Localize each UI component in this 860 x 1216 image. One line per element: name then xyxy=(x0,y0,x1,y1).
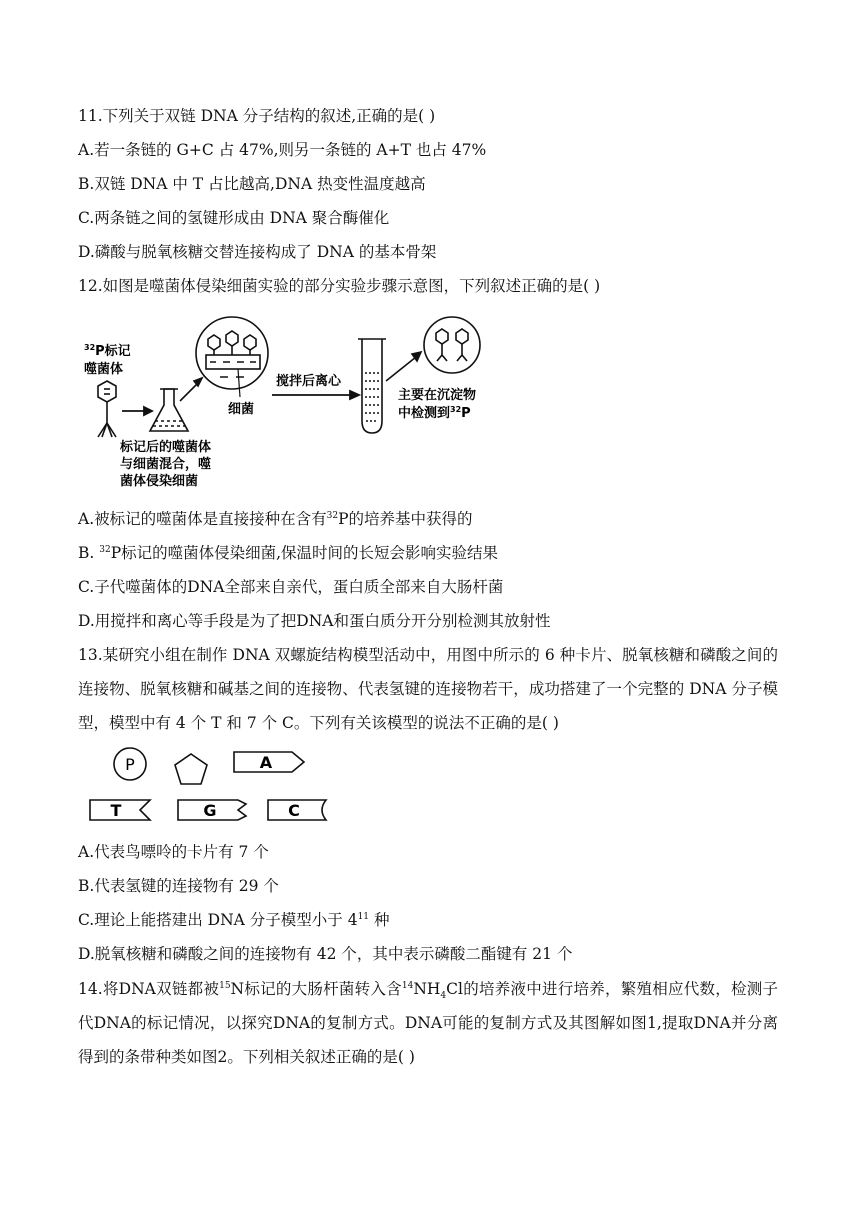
q14-stem: 14.将DNA双链都被$^{15}$N标记的大肠杆菌转入含$^{14}NH_4Cl$的培养液中进行培养，繁殖相应代数，检测子代DNA的标记情况，以探究DNA的复制方式。DNA可能的复制方式及其图解如图1,提取DNA并分离得到的条带种类如图2。下列相关叙述正确的是( ) xyxy=(78,980,778,1066)
phage-icon xyxy=(98,381,116,437)
q12-option-a: A.被标记的噬菌体是直接接种在含有$^{32}$P的培养基中获得的 xyxy=(78,510,473,528)
label-mix-line2: 与细菌混合，噬 xyxy=(120,457,212,472)
q13-option-b: B.代表氢键的连接物有 29 个 xyxy=(78,877,279,895)
dna-model-cards-figure xyxy=(86,742,346,828)
q13-option-a: A.代表鸟嘌呤的卡片有 7 个 xyxy=(78,843,269,861)
base-card-t xyxy=(90,800,150,820)
q11-option-d: D.磷酸与脱氧核糖交替连接构成了 DNA 的基本骨架 xyxy=(78,243,437,261)
svg-text:P: P xyxy=(125,755,135,774)
q13-option-c: C.理论上能搭建出 DNA 分子模型小于 $4^{11}$ 种 xyxy=(78,911,390,929)
base-card-a xyxy=(234,752,304,772)
bacterium-magnified-icon xyxy=(196,317,268,389)
test-tube-icon xyxy=(358,339,386,433)
q11-option-b: B.双链 DNA 中 T 占比越高,DNA 热变性温度越高 xyxy=(78,175,426,193)
arrow-icon xyxy=(122,407,152,415)
q11-stem: 11.下列关于双链 DNA 分子结构的叙述,正确的是( ) xyxy=(78,107,436,125)
label-bacteria: 细菌 xyxy=(228,402,255,417)
label-p32: $^{32}$P标记 xyxy=(84,343,131,359)
q11-option-a: A.若一条链的 G+C 占 47%,则另一条链的 A+T 也占 47% xyxy=(78,141,487,159)
arrow-icon xyxy=(386,352,421,381)
base-card-c xyxy=(268,800,326,820)
label-phage: 噬菌体 xyxy=(84,362,124,377)
flask-icon xyxy=(150,389,188,431)
q12-option-c: C.子代噬菌体的DNA全部来自亲代，蛋白质全部来自大肠杆菌 xyxy=(78,578,504,596)
label-mix-line1: 标记后的噬菌体 xyxy=(120,440,212,455)
phage-experiment-figure xyxy=(80,315,540,487)
label-result-line1: 主要在沉淀物 xyxy=(398,388,477,403)
svg-text:C: C xyxy=(288,801,300,820)
q12-stem: 12.如图是噬菌体侵染细菌实验的部分实验步骤示意图，下列叙述正确的是( ) xyxy=(78,277,601,295)
offspring-phage-icon xyxy=(424,317,480,373)
svg-text:G: G xyxy=(203,801,217,820)
label-centrifuge: 搅拌后离心 xyxy=(276,374,342,389)
deoxyribose-card-icon xyxy=(175,754,207,784)
phosphate-card-icon xyxy=(114,748,146,780)
q12-option-d: D.用搅拌和离心等手段是为了把DNA和蛋白质分开分别检测其放射性 xyxy=(78,612,551,630)
label-mix-line3: 菌体侵染细菌 xyxy=(120,474,199,487)
arrow-icon xyxy=(180,378,202,401)
label-result-line2: 中检测到$^{32}$P xyxy=(398,405,471,421)
arrow-icon xyxy=(272,391,359,399)
base-card-g xyxy=(178,800,246,820)
q12-option-b: B. $^{32}$P标记的噬菌体侵染细菌,保温时间的长短会影响实验结果 xyxy=(78,544,499,562)
svg-text:T: T xyxy=(110,801,122,820)
q13-option-d: D.脱氧核糖和磷酸之间的连接物有 42 个，其中表示磷酸二酯键有 21 个 xyxy=(78,945,573,963)
q11-option-c: C.两条链之间的氢键形成由 DNA 聚合酶催化 xyxy=(78,209,390,227)
svg-text:A: A xyxy=(259,753,273,772)
q13-stem: 13.某研究小组在制作 DNA 双螺旋结构模型活动中，用图中所示的 6 种卡片、脱氧核糖和磷酸之间的连接物、脱氧核糖和碱基之间的连接物、代表氢键的连接物若干，成功搭建了一个完整的 DNA 分子模型，模型中有 4 个 T 和 7 个 C。下列有关该模型的说法不正确的是( ) xyxy=(78,646,778,732)
